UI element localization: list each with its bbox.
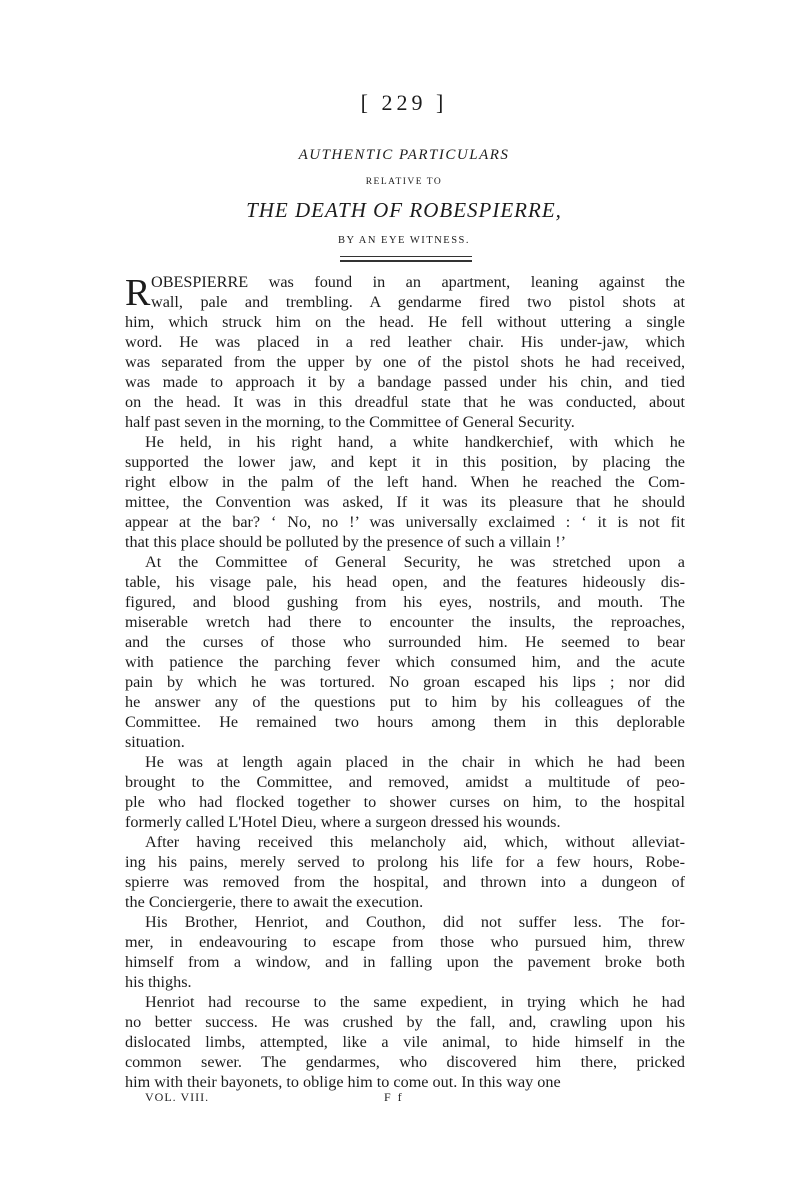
text-line: right elbow in the palm of the left hand. When he reached the Com- (125, 473, 685, 491)
text-line: situation. (125, 733, 185, 751)
text-line: figured, and blood gushing from his eyes, nostrils, and mouth. The (125, 593, 685, 611)
text-line: At the Committee of General Security, he was stretched upon a (145, 553, 685, 571)
text-line: miserable wretch had there to encounter the insults, the reproaches, (125, 613, 685, 631)
text-line: him, which struck him on the head. He fell without uttering a single (125, 313, 685, 331)
text-line: and the curses of those who surrounded him. He seemed to bear (125, 633, 685, 651)
text-line: him with their bayonets, to oblige him to come out. In this way one (125, 1073, 561, 1091)
text-line: brought to the Committee, and removed, amidst a multitude of peo- (125, 773, 685, 791)
text-line: His Brother, Henriot, and Couthon, did not suffer less. The for- (145, 913, 685, 931)
text-line: He was at length again placed in the chair in which he had been (145, 753, 685, 771)
text-line: on the head. It was in this dreadful state that he was conducted, about (125, 393, 685, 411)
article-body (125, 272, 685, 1092)
text-line: table, his visage pale, his head open, and the features hideously dis- (125, 573, 685, 591)
byline: BY AN EYE WITNESS. (338, 235, 470, 246)
drop-cap: R (125, 272, 151, 314)
text-line: no better success. He was crushed by the fall, and, crawling upon his (125, 1013, 685, 1031)
text-line: himself from a window, and in falling upon the pavement broke both (125, 953, 685, 971)
text-line: was made to approach it by a bandage passed under his chin, and tied (125, 373, 685, 391)
text-line: that this place should be polluted by the presence of such a villain !’ (125, 533, 566, 551)
text-line: spierre was removed from the hospital, and thrown into a dungeon of (125, 873, 685, 891)
text-line: half past seven in the morning, to the Committee of General Security. (125, 413, 575, 431)
text-line: Henriot had recourse to the same expedient, in trying which he had (145, 993, 685, 1011)
title-rule-thin (340, 256, 472, 257)
title-authentic-particulars: AUTHENTIC PARTICULARS (298, 147, 510, 163)
text-line: ple who had flocked together to shower curses on him, to the hospital (125, 793, 685, 811)
text-line: he answer any of the questions put to him by his colleagues of the (125, 693, 685, 711)
text-line: mittee, the Convention was asked, If it was its pleasure that he should (125, 493, 685, 511)
title-death-of-robespierre: THE DEATH OF ROBESPIERRE, (246, 198, 562, 222)
text-line: mer, in endeavouring to escape from those who pursued him, threw (125, 933, 685, 951)
text-line: dislocated limbs, attempted, like a vile animal, to hide himself in the (125, 1033, 685, 1051)
text-line: He held, in his right hand, a white handkerchief, with which he (145, 433, 685, 451)
text-line: formerly called L'Hotel Dieu, where a surgeon dressed his wounds. (125, 813, 561, 831)
text-line: appear at the bar? ‘ No, no !’ was universally exclaimed : ‘ it is not fit (125, 513, 685, 531)
title-rule-thick (340, 260, 472, 262)
text-line: OBESPIERRE was found in an apartment, leaning against the (151, 273, 685, 291)
page-number: [ 229 ] (360, 90, 448, 115)
text-line: the Conciergerie, there to await the execution. (125, 893, 424, 911)
title-relative-to: RELATIVE TO (365, 177, 443, 187)
text-line: wall, pale and trembling. A gendarme fired two pistol shots at (151, 293, 685, 311)
text-line: Committee. He remained two hours among them in this deplorable (125, 713, 685, 731)
text-line: word. He was placed in a red leather chair. His under-jaw, which (125, 333, 685, 351)
text-line: common sewer. The gendarmes, who discovered him there, pricked (125, 1053, 685, 1071)
text-line: supported the lower jaw, and kept it in this position, by placing the (125, 453, 685, 471)
text-line: pain by which he was tortured. No groan escaped his lips ; nor did (125, 673, 685, 691)
text-line: ing his pains, merely served to prolong his life for a few hours, Robe- (125, 853, 685, 871)
text-line: his thighs. (125, 973, 192, 991)
text-line: with patience the parching fever which consumed him, and the acute (125, 653, 685, 671)
text-line: was separated from the upper by one of the pistol shots he had received, (125, 353, 685, 371)
signature-mark: F f (384, 1090, 404, 1104)
volume-label: VOL. VIII. (145, 1090, 210, 1104)
text-line: After having received this melancholy aid, which, without alleviat- (145, 833, 685, 851)
